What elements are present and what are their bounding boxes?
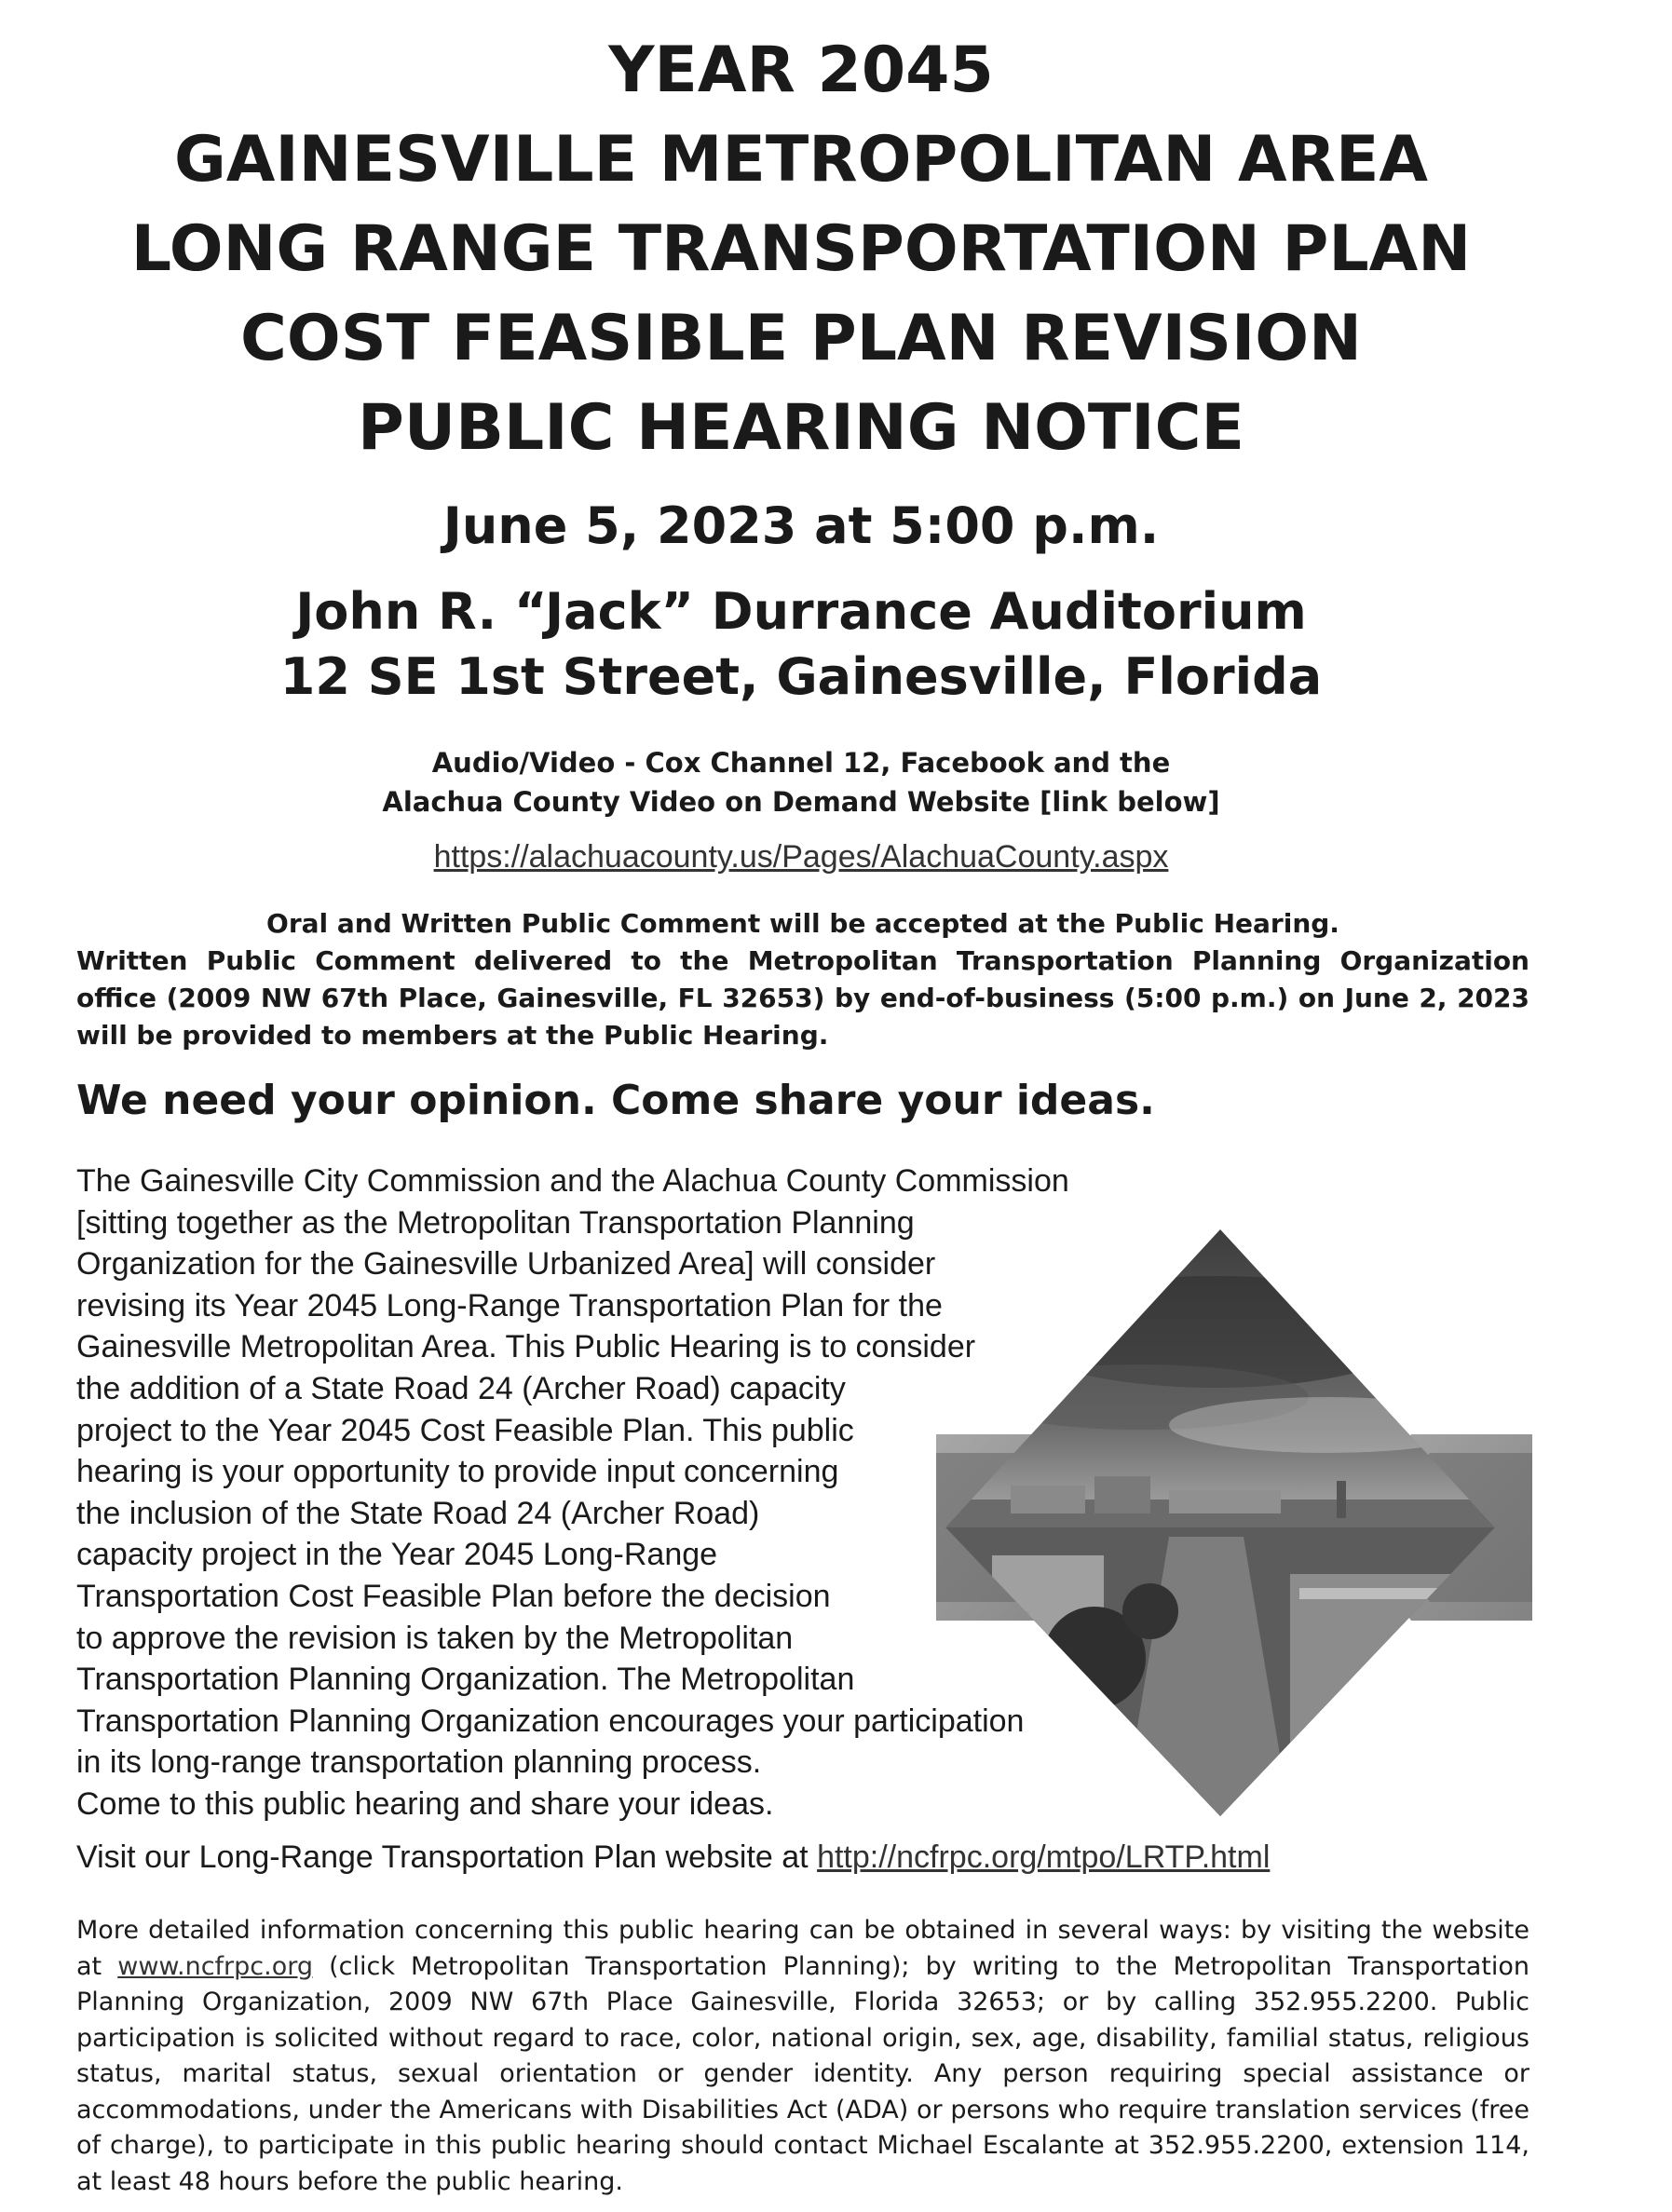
venue-address: 12 SE 1st Street, Gainesville, Florida [279, 647, 1323, 706]
video-on-demand-link[interactable]: https://alachuacounty.us/Pages/AlachuaCounty.aspx [433, 839, 1169, 875]
audio-video-line-2: Alachua County Video on Demand Website [link below] [382, 786, 1220, 818]
body-line: Transportation Cost Feasible Plan before the decision [76, 1578, 831, 1614]
audio-video-info [37, 743, 1565, 821]
body-line: Organization for the Gainesville Urbanized Area] will consider [76, 1246, 936, 1282]
detail-text-after: (click Metropolitan Transportation Planning); by writing to the Metropolitan Transportation Planning Organization, 2009 NW 67th Place Gainesville, Florida 32653; or by calling 352.955.2200. Public participation is solicited without regard to race, color, national origin, sex, age, disability, familial status, religious status, marital status, sexual orientation or gender identity. Any person requiring special assistance or accommodations, under the Americans with Disabilities Act (ADA) or persons who require translation services (free of charge), to participate in this public hearing should contact Michael Escalante at 352.955.2200, extension 114, at least 48 hours before the public hearing. [76, 1951, 1530, 2196]
website-visit-line [76, 1837, 1567, 1878]
ncfrpc-website-link[interactable]: www.ncfrpc.org [117, 1951, 313, 1981]
notice-title [37, 26, 1565, 473]
title-line-year: YEAR 2045 [608, 34, 994, 107]
title-line-plan: LONG RANGE TRANSPORTATION PLAN [130, 212, 1472, 286]
city-skyline-photo [936, 1220, 1532, 1816]
body-line: [sitting together as the Metropolitan Transportation Planning [76, 1204, 915, 1241]
body-line: Transportation Planning Organization. The Metropolitan [76, 1662, 855, 1698]
body-line: in its long-range transportation planning process. [76, 1744, 762, 1781]
body-line: project to the Year 2045 Cost Feasible Plan. This public [76, 1412, 854, 1448]
public-comment-line-2: Written Public Comment delivered to the Metropolitan Transportation Planning Organization office (2009 NW 67th Place, Gainesville, FL 32653) by end-of-business (5:00 p.m.) on June 2, 2023 will be provided to members at the Public Hearing. [76, 945, 1529, 1051]
body-line: Come to this public hearing and share your ideas. [76, 1785, 774, 1822]
call-to-action-heading: We need your opinion. Come share your ideas. [76, 1077, 1155, 1124]
title-line-revision: COST FEASIBLE PLAN REVISION [240, 302, 1362, 375]
body-line: capacity project in the Year 2045 Long-Range [76, 1537, 718, 1573]
body-line: hearing is your opportunity to provide input concerning [76, 1454, 839, 1490]
public-comment-line-1: Oral and Written Public Comment will be accepted at the Public Hearing. [266, 908, 1339, 939]
body-line: Gainesville Metropolitan Area. This Public Hearing is to consider [76, 1329, 976, 1365]
public-comment-info [76, 905, 1529, 1054]
audio-video-line-1: Audio/Video - Cox Channel 12, Facebook and the [431, 747, 1171, 779]
detail-paragraph [76, 1913, 1529, 2200]
title-line-notice: PUBLIC HEARING NOTICE [358, 391, 1244, 465]
detail-text-before: More detailed information concerning this public hearing can be obtained in several ways: by visiting the website at [76, 1916, 1529, 1981]
hearing-venue [37, 579, 1565, 710]
body-line: Transportation Planning Organization encourages your participation [76, 1703, 1025, 1739]
hearing-date-time: June 5, 2023 at 5:00 p.m. [442, 496, 1160, 555]
body-line: to approve the revision is taken by the Metropolitan [76, 1620, 794, 1656]
title-line-area: GAINESVILLE METROPOLITAN AREA [173, 123, 1429, 197]
lrtp-website-link[interactable]: http://ncfrpc.org/mtpo/LRTP.html [817, 1839, 1271, 1875]
venue-name: John R. “Jack” Durrance Auditorium [295, 582, 1307, 641]
body-line: revising its Year 2045 Long-Range Transportation Plan for the [76, 1287, 943, 1323]
body-line: the addition of a State Road 24 (Archer Road) capacity [76, 1370, 846, 1406]
visit-text: Visit our Long-Range Transportation Plan website at [76, 1839, 818, 1875]
body-line: the inclusion of the State Road 24 (Archer Road) [76, 1495, 760, 1531]
body-line: The Gainesville City Commission and the Alachua County Commission [76, 1163, 1069, 1199]
